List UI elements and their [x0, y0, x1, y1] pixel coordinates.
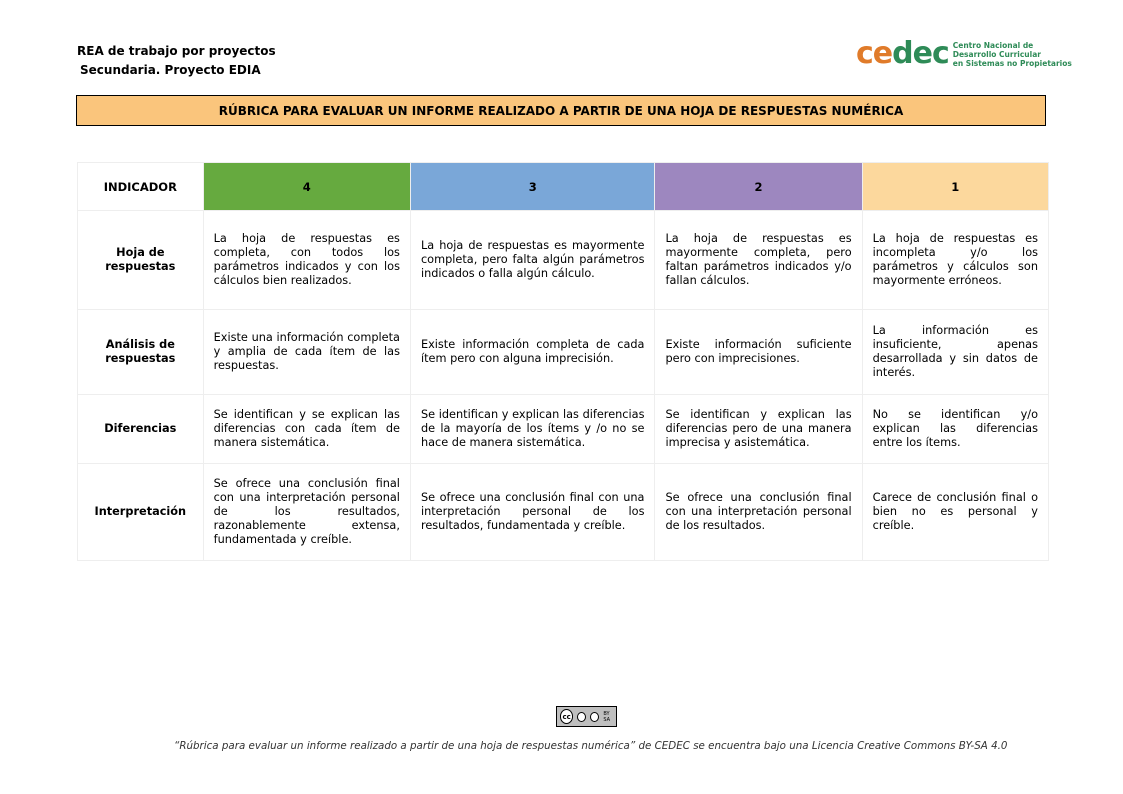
header-line-1: REA de trabajo por proyectos — [77, 44, 276, 58]
table-row — [78, 395, 1049, 464]
license-notice: “Rúbrica para evaluar un informe realizado a partir de una hoja de respuestas numérica” de CEDEC se encuentra bajo una Licencia Creative Commons BY-SA 4.0 — [174, 740, 1008, 752]
rubric-cell: Existe información completa de cada ítem pero con alguna imprecisión. — [410, 310, 655, 395]
indicator-cell: Análisis de respuestas — [78, 310, 204, 395]
rubric-cell: Se identifican y explican las diferencias de la mayoría de los ítems y /o no se hace de manera sistemática. — [410, 395, 655, 464]
logo-wordmark: cedec — [856, 36, 949, 71]
rubric-cell: La hoja de respuestas es mayormente completa, pero faltan parámetros indicados y/o fallan cálculos. — [655, 211, 862, 310]
table-row — [78, 211, 1049, 310]
indicator-cell: Hoja de respuestas — [78, 211, 204, 310]
cedec-logo — [856, 38, 1072, 70]
rubric-cell: Se ofrece una conclusión final con una interpretación personal de los resultados. — [655, 464, 862, 561]
creative-commons-icon[interactable] — [556, 706, 617, 727]
by-icon — [577, 712, 586, 722]
header-level-2: 2 — [655, 163, 862, 211]
rubric-cell: Carece de conclusión final o bien no es personal y creíble. — [862, 464, 1048, 561]
header-indicador: INDICADOR — [78, 163, 204, 211]
rubric-cell: No se identifican y/o explican las diferencias entre los ítems. — [862, 395, 1048, 464]
document-header — [77, 42, 276, 80]
rubric-cell: Se identifican y explican las diferencias pero de una manera imprecisa y asistemática. — [655, 395, 862, 464]
header-level-1: 1 — [862, 163, 1048, 211]
table-header-row — [78, 163, 1049, 211]
table-row — [78, 310, 1049, 395]
rubric-title: RÚBRICA PARA EVALUAR UN INFORME REALIZADO A PARTIR DE UNA HOJA DE RESPUESTAS NUMÉRICA — [76, 95, 1046, 126]
rubric-cell: La hoja de respuestas es completa, con todos los parámetros indicados y con los cálculos bien realizados. — [203, 211, 410, 310]
sa-icon — [590, 712, 599, 722]
indicator-cell: Interpretación — [78, 464, 204, 561]
rubric-cell: Existe información suficiente pero con imprecisiones. — [655, 310, 862, 395]
cc-logo-icon: cc — [560, 709, 573, 724]
rubric-cell: Existe una información completa y amplia de cada ítem de las respuestas. — [203, 310, 410, 395]
header-level-4: 4 — [203, 163, 410, 211]
rubric-cell: La hoja de respuestas es mayormente completa, pero falta algún parámetros indicados o falla algún cálculo. — [410, 211, 655, 310]
rubric-cell: Se ofrece una conclusión final con una interpretación personal de los resultados, razonablemente extensa, fundamentada y creíble. — [203, 464, 410, 561]
cc-badge-sub: BY SA — [603, 710, 611, 723]
header-level-3: 3 — [410, 163, 655, 211]
indicator-cell: Diferencias — [78, 395, 204, 464]
rubric-cell: La información es insuficiente, apenas desarrollada y sin datos de interés. — [862, 310, 1048, 395]
rubric-cell: Se identifican y se explican las diferencias con cada ítem de manera sistemática. — [203, 395, 410, 464]
rubric-cell: Se ofrece una conclusión final con una interpretación personal de los resultados, fundamentada y creíble. — [410, 464, 655, 561]
table-row — [78, 464, 1049, 561]
rubric-cell: La hoja de respuestas es incompleta y/o los parámetros y cálculos son mayormente erróneos. — [862, 211, 1048, 310]
header-line-2: Secundaria. Proyecto EDIA — [80, 63, 261, 77]
logo-subtitle: Centro Nacional de Desarrollo Curricular en Sistemas no Propietarios — [952, 40, 1072, 68]
rubric-table — [77, 162, 1049, 561]
